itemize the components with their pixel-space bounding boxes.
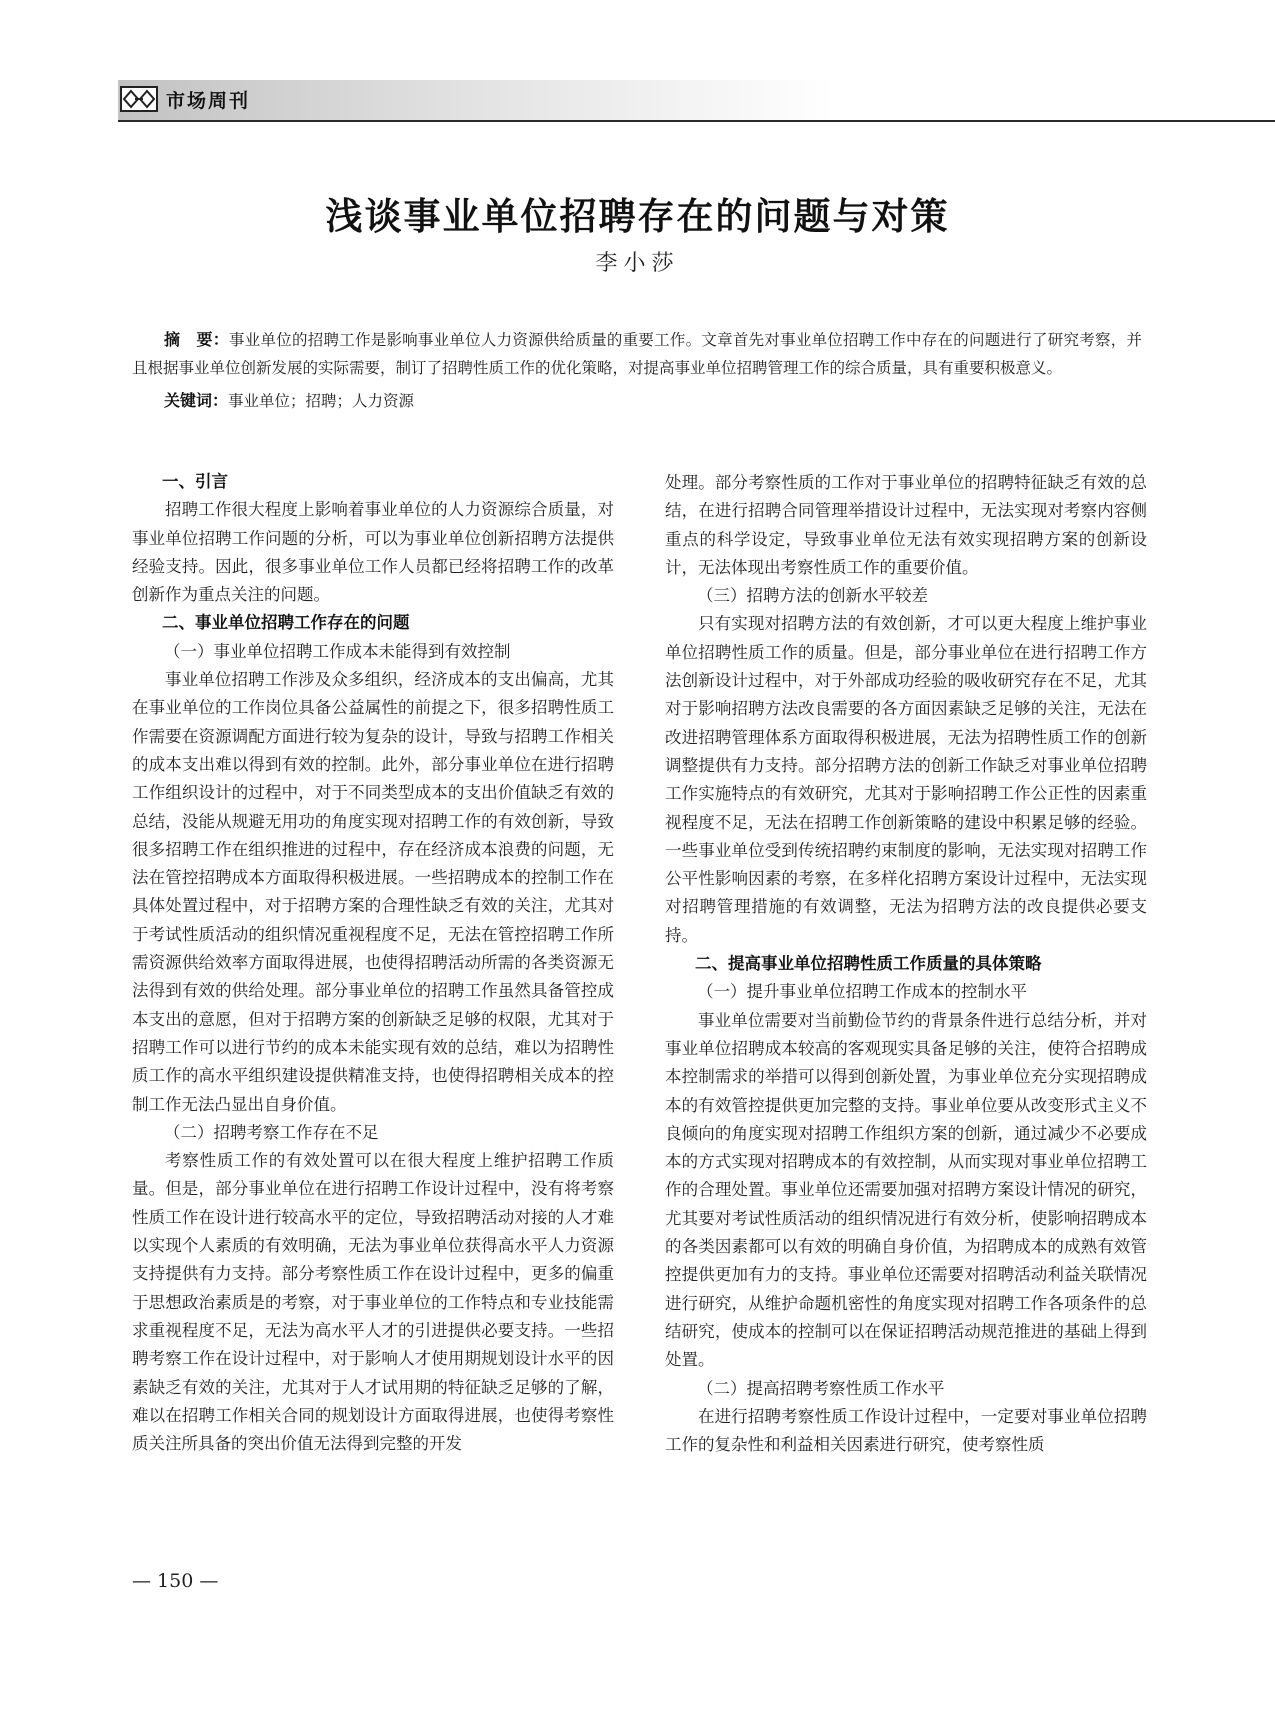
keywords-text: 事业单位；招聘；人力资源: [228, 392, 415, 410]
header-rule: [118, 120, 1275, 122]
paragraph-strategy-exam: 在进行招聘考察性质工作设计过程中，一定要对事业单位招聘工作的复杂性和利益相关因素进行研究，使考察性质: [665, 1406, 1147, 1455]
keywords-label: 关键词：: [164, 391, 229, 410]
header-band: [118, 80, 1275, 120]
abstract-block: [132, 326, 1142, 415]
paragraph-introduction: 招聘工作很大程度上影响着事业单位的人力资源综合质量，对事业单位招聘工作问题的分析，可以为事业单位创新招聘方法提供经验支持。因此，很多事业单位工作人员都已经将招聘工作的改革创新作为重点关注的问题。: [132, 500, 614, 605]
heading-problems: 二、事业单位招聘工作存在的问题: [162, 613, 410, 633]
heading-introduction: 一、引言: [162, 472, 228, 491]
abstract-text: 事业单位的招聘工作是影响事业单位人力资源供给质量的重要工作。文章首先对事业单位招聘工作中存在的问题进行了研究考察，并且根据事业单位创新发展的实际需要，制订了招聘性质工作的优化策略，对提高事业单位招聘管理工作的综合质量，具有重要积极意义。: [132, 331, 1142, 377]
journal-name: 市场周刊: [166, 90, 251, 112]
paragraph-exam: 考察性质工作的有效处置可以在很大程度上维护招聘工作质量。但是，部分事业单位在进行招聘工作设计过程中，没有将考察性质工作在设计进行较高水平的定位，导致招聘活动对接的人才难以实现个人素质的有效明确，无法为事业单位获得高水平人力资源支持提供有力支持。部分考察性质工作在设计过程中，更多的偏重于思想政治素质是的考察，对于事业单位的工作特点和专业技能需求重视程度不足，无法为高水平人才的引进提供必要支持。一些招聘考察工作在设计过程中，对于影响人才使用期规划设计水平的因素缺乏有效的关注，尤其对于人才试用期的特征缺乏足够的了解，难以在招聘工作相关合同的规划设计方面取得进展，也使得考察性质关注所具备的突出价值无法得到完整的开发: [132, 1151, 614, 1454]
right-column: [665, 469, 1147, 1459]
paragraph-exam-continued: 处理。部分考察性质的工作对于事业单位的招聘特征缺乏有效的总结，在进行招聘合同管理举措设计过程中，无法实现对考察内容侧重点的科学设定，导致事业单位无法有效实现招聘方案的创新设计，无法体现出考察性质工作的重要价值。: [665, 473, 1147, 577]
subheading-strategy-cost: （一）提升事业单位招聘工作成本的控制水平: [697, 982, 1027, 1002]
paragraph-strategy-cost: 事业单位需要对当前勤俭节约的背景条件进行总结分析，并对事业单位招聘成本较高的客观现实具备足够的关注，使符合招聘成本控制需求的举措可以得到创新处置，为事业单位充分实现招聘成本的有效管控提供更加完整的支持。事业单位要从改变形式主义不良倾向的角度实现对招聘工作组织方案的创新，通过减少不必要成本的方式实现对招聘成本的有效控制，从而实现对事业单位招聘工作的合理处置。事业单位还需要加强对招聘方案设计情况的研究，尤其要对考试性质活动的组织情况进行有效分析，使影响招聘成本的各类因素都可以有效的明确自身价值，为招聘成本的成熟有效管控提供更加有力的支持。事业单位还需要对招聘活动利益关联情况进行研究，从维护命题机密性的角度实现对招聘工作各项条件的总结研究，使成本的控制可以在保证招聘活动规范推进的基础上得到处置。: [665, 1010, 1147, 1370]
abstract: [132, 326, 1142, 382]
paragraph-cost-control: 事业单位招聘工作涉及众多组织，经济成本的支出偏高，尤其在事业单位的工作岗位具备公益属性的前提之下，很多招聘性质工作需要在资源调配方面进行较为复杂的设计，导致与招聘工作相关的成本支出难以得到有效的控制。此外，部分事业单位在进行招聘工作组织设计的过程中，对于不同类型成本的支出价值缺乏有效的总结，没能从规避无用功的角度实现对招聘工作的有效创新，导致很多招聘工作在组织推进的过程中，存在经济成本浪费的问题，无法在管控招聘成本方面取得积极进展。一些招聘成本的控制工作在具体处置过程中，对于招聘方案的合理性缺乏有效的关注，尤其对于考试性质活动的组织情况重视程度不足，无法在管控招聘工作所需资源供给效率方面取得进展，也使得招聘活动所需的各类资源无法得到有效的供给处理。部分事业单位的招聘工作虽然具备管控成本支出的意愿，但对于招聘方案的创新缺乏足够的权限，尤其对于招聘工作可以进行节约的成本未能实现有效的总结，难以为招聘性质工作的高水平组织建设提供精准支持，也使得招聘相关成本的控制工作无法凸显出自身价值。: [132, 670, 614, 1114]
abstract-label: 摘 要：: [164, 330, 229, 349]
subheading-method: （三）招聘方法的创新水平较差: [697, 586, 928, 606]
article-title: 浅谈事业单位招聘存在的问题与对策: [325, 195, 950, 238]
left-column: [132, 468, 614, 1458]
subheading-strategy-exam: （二）提高招聘考察性质工作水平: [697, 1378, 945, 1398]
heading-strategies: 二、提高事业单位招聘性质工作质量的具体策略: [695, 954, 1042, 974]
keywords: [132, 387, 1142, 415]
author: 李小莎: [595, 251, 680, 276]
subheading-exam: （二）招聘考察工作存在不足: [164, 1122, 379, 1142]
page-number: — 150 —: [132, 1570, 219, 1592]
subheading-cost-control: （一）事业单位招聘工作成本未能得到有效控制: [164, 641, 511, 661]
paragraph-method: 只有实现对招聘方法的有效创新，才可以更大程度上维护事业单位招聘性质工作的质量。但是，部分事业单位在进行招聘工作方法创新设计过程中，对于外部成功经验的吸收研究存在不足，尤其对于影响招聘方法改良需要的各方面因素缺乏足够的关注，无法在改进招聘管理体系方面取得积极进展，无法为招聘性质工作的创新调整提供有力支持。部分招聘方法的创新工作缺乏对事业单位招聘工作实施特点的有效研究，尤其对于影响招聘工作公正性的因素重视程度不足，无法在招聘工作创新策略的建设中积累足够的经验。一些事业单位受到传统招聘约束制度的影响，无法实现对招聘工作公平性影响因素的考察，在多样化招聘方案设计过程中，无法实现对招聘管理措施的有效调整，无法为招聘方法的改良提供必要支持。: [665, 614, 1147, 945]
journal-logo-icon: [120, 86, 158, 112]
